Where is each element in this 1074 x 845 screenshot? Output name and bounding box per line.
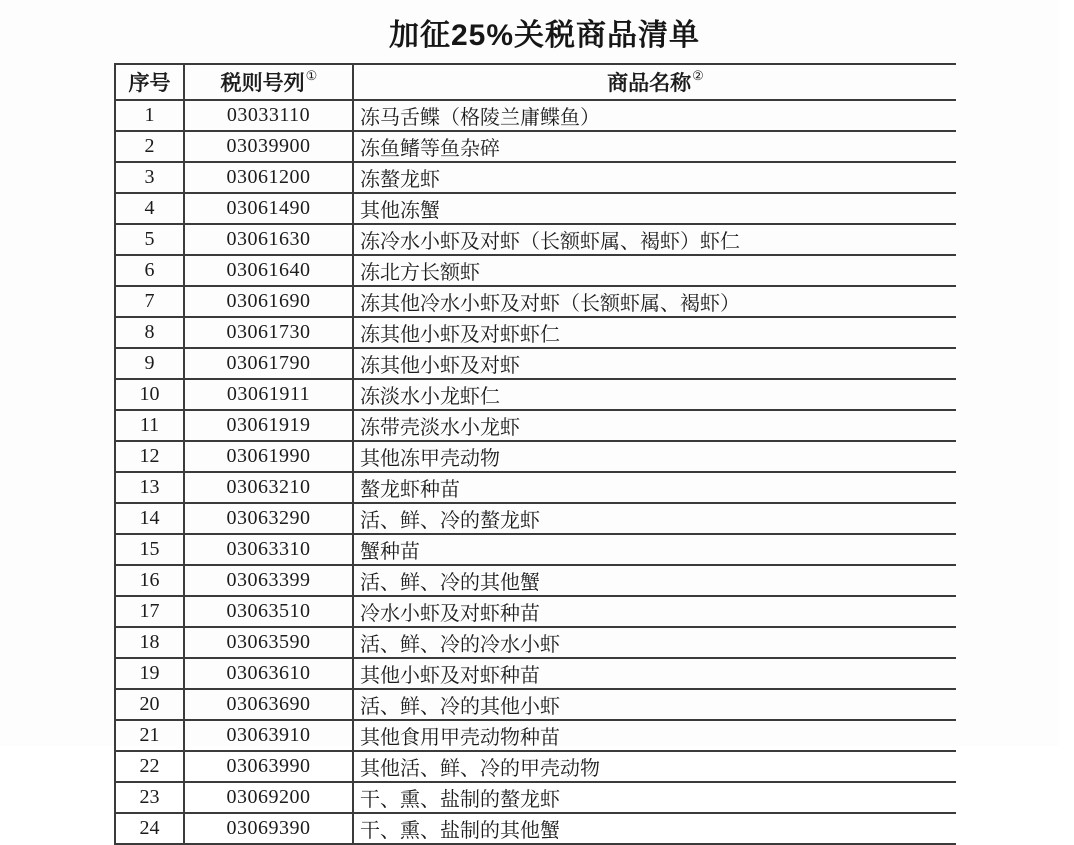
row-index-cell: 20 xyxy=(115,689,184,720)
row-index-cell: 23 xyxy=(115,782,184,813)
table-row xyxy=(115,255,956,286)
table-row xyxy=(115,162,956,193)
row-index-cell: 18 xyxy=(115,627,184,658)
row-name-cell: 其他小虾及对虾种苗 xyxy=(353,658,956,689)
table-row xyxy=(115,131,956,162)
table-row xyxy=(115,627,956,658)
row-code-cell: 03063290 xyxy=(184,503,353,534)
row-name-cell: 冻其他冷水小虾及对虾（长额虾属、褐虾） xyxy=(353,286,956,317)
table-row xyxy=(115,193,956,224)
row-name-cell: 冻带壳淡水小龙虾 xyxy=(353,410,956,441)
row-index-cell: 4 xyxy=(115,193,184,224)
tariff-table xyxy=(114,63,956,845)
table-row xyxy=(115,689,956,720)
row-code-cell: 03069390 xyxy=(184,813,353,844)
footnote-mark-2: ② xyxy=(692,68,704,83)
row-code-cell: 03063990 xyxy=(184,751,353,782)
row-index-cell: 12 xyxy=(115,441,184,472)
row-code-cell: 03063210 xyxy=(184,472,353,503)
row-index-cell: 19 xyxy=(115,658,184,689)
row-index-cell: 17 xyxy=(115,596,184,627)
header-row xyxy=(115,64,956,100)
row-name-cell: 冻其他小虾及对虾 xyxy=(353,348,956,379)
row-name-cell: 冻淡水小龙虾仁 xyxy=(353,379,956,410)
row-index-cell: 15 xyxy=(115,534,184,565)
row-name-cell: 冻马舌鲽（格陵兰庸鲽鱼） xyxy=(353,100,956,131)
row-name-cell: 冷水小虾及对虾种苗 xyxy=(353,596,956,627)
table-row xyxy=(115,751,956,782)
row-code-cell: 03061790 xyxy=(184,348,353,379)
table-row xyxy=(115,565,956,596)
row-name-cell: 干、熏、盐制的其他蟹 xyxy=(353,813,956,844)
row-code-cell: 03063590 xyxy=(184,627,353,658)
row-code-cell: 03063510 xyxy=(184,596,353,627)
row-code-cell: 03033110 xyxy=(184,100,353,131)
header-code-label: 税则号列 xyxy=(220,71,305,95)
table-row xyxy=(115,503,956,534)
row-name-cell: 其他食用甲壳动物种苗 xyxy=(353,720,956,751)
header-cell-code xyxy=(184,64,353,100)
row-code-cell: 03063399 xyxy=(184,565,353,596)
row-index-cell: 7 xyxy=(115,286,184,317)
tariff-table-body xyxy=(115,100,956,844)
row-code-cell: 03061690 xyxy=(184,286,353,317)
row-name-cell: 活、鲜、冷的其他蟹 xyxy=(353,565,956,596)
footnote-mark-1: ① xyxy=(305,68,318,83)
row-name-cell: 冻其他小虾及对虾虾仁 xyxy=(353,317,956,348)
page-title: 加征25%关税商品清单 xyxy=(388,19,701,52)
table-row xyxy=(115,224,956,255)
tariff-table-head xyxy=(115,64,956,100)
row-index-cell: 9 xyxy=(115,348,184,379)
table-row xyxy=(115,472,956,503)
row-index-cell: 11 xyxy=(115,410,184,441)
row-code-cell: 03069200 xyxy=(184,782,353,813)
table-row xyxy=(115,782,956,813)
header-cell-index xyxy=(115,64,184,100)
row-name-cell: 冻鱼鳍等鱼杂碎 xyxy=(353,131,956,162)
table-row xyxy=(115,100,956,131)
table-row xyxy=(115,348,956,379)
row-code-cell: 03063310 xyxy=(184,534,353,565)
row-name-cell: 其他活、鲜、冷的甲壳动物 xyxy=(353,751,956,782)
row-name-cell: 冻北方长额虾 xyxy=(353,255,956,286)
row-code-cell: 03061919 xyxy=(184,410,353,441)
row-index-cell: 2 xyxy=(115,131,184,162)
row-index-cell: 21 xyxy=(115,720,184,751)
row-name-cell: 活、鲜、冷的其他小虾 xyxy=(353,689,956,720)
table-row xyxy=(115,379,956,410)
row-name-cell: 其他冻蟹 xyxy=(353,193,956,224)
table-row xyxy=(115,534,956,565)
table-row xyxy=(115,813,956,844)
row-index-cell: 8 xyxy=(115,317,184,348)
row-code-cell: 03061200 xyxy=(184,162,353,193)
row-code-cell: 03061730 xyxy=(184,317,353,348)
row-index-cell: 3 xyxy=(115,162,184,193)
row-name-cell: 活、鲜、冷的冷水小虾 xyxy=(353,627,956,658)
row-code-cell: 03061640 xyxy=(184,255,353,286)
row-code-cell: 03039900 xyxy=(184,131,353,162)
row-index-cell: 1 xyxy=(115,100,184,131)
table-row xyxy=(115,596,956,627)
header-name-label: 商品名称 xyxy=(607,71,692,95)
row-code-cell: 03061490 xyxy=(184,193,353,224)
row-name-cell: 螯龙虾种苗 xyxy=(353,472,956,503)
table-row xyxy=(115,720,956,751)
row-index-cell: 16 xyxy=(115,565,184,596)
table-row xyxy=(115,658,956,689)
row-index-cell: 14 xyxy=(115,503,184,534)
row-index-cell: 6 xyxy=(115,255,184,286)
row-index-cell: 10 xyxy=(115,379,184,410)
row-name-cell: 干、熏、盐制的螯龙虾 xyxy=(353,782,956,813)
row-code-cell: 03061990 xyxy=(184,441,353,472)
row-name-cell: 其他冻甲壳动物 xyxy=(353,441,956,472)
table-row xyxy=(115,317,956,348)
row-name-cell: 蟹种苗 xyxy=(353,534,956,565)
row-code-cell: 03063690 xyxy=(184,689,353,720)
row-name-cell: 活、鲜、冷的螯龙虾 xyxy=(353,503,956,534)
table-row xyxy=(115,441,956,472)
header-cell-name xyxy=(353,64,956,100)
row-code-cell: 03061630 xyxy=(184,224,353,255)
row-code-cell: 03061911 xyxy=(184,379,353,410)
table-row xyxy=(115,410,956,441)
header-index-label: 序号 xyxy=(128,71,171,95)
row-code-cell: 03063910 xyxy=(184,720,353,751)
table-row xyxy=(115,286,956,317)
row-index-cell: 5 xyxy=(115,224,184,255)
row-index-cell: 22 xyxy=(115,751,184,782)
row-index-cell: 24 xyxy=(115,813,184,844)
row-name-cell: 冻螯龙虾 xyxy=(353,162,956,193)
row-name-cell: 冻冷水小虾及对虾（长额虾属、褐虾）虾仁 xyxy=(353,224,956,255)
row-index-cell: 13 xyxy=(115,472,184,503)
row-code-cell: 03063610 xyxy=(184,658,353,689)
